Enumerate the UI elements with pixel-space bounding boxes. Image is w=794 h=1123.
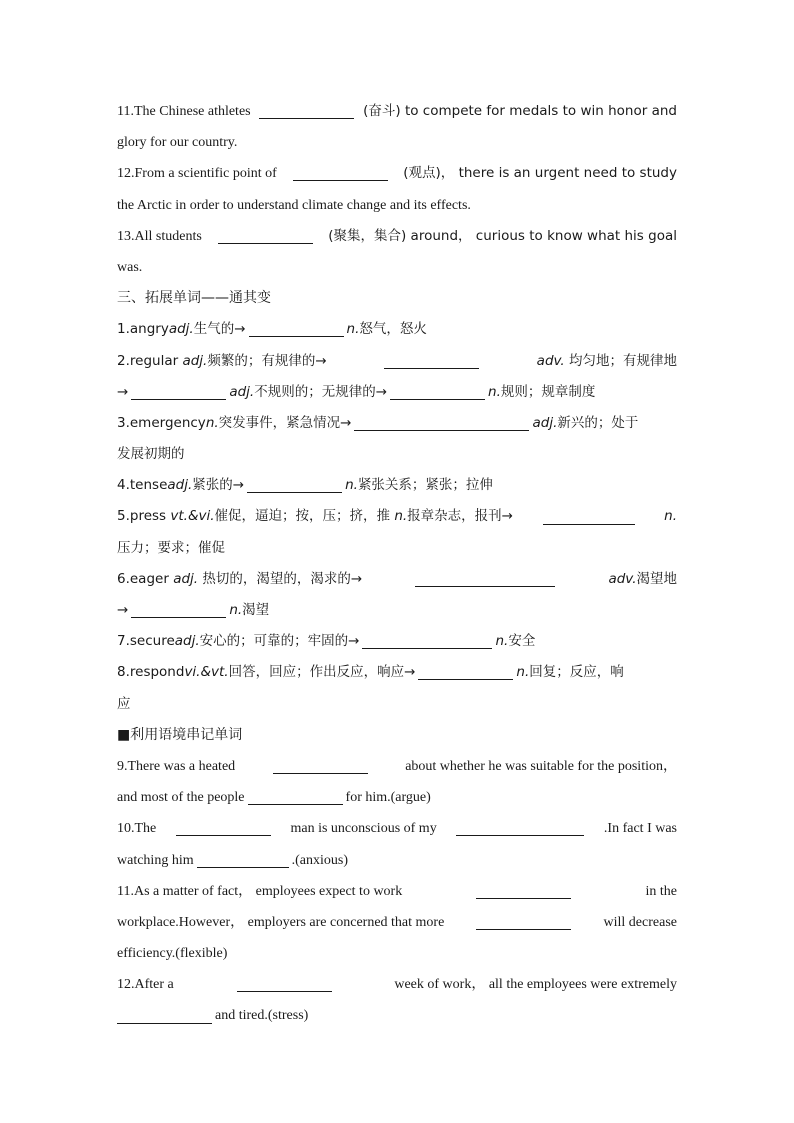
- word-text: 8.respond: [117, 664, 185, 681]
- context-10-line-1: [117, 813, 677, 844]
- pos-label: n.: [205, 414, 219, 431]
- word-1-line: [117, 314, 677, 345]
- answer-blank[interactable]: [247, 478, 342, 493]
- sentence-text: 11.As a matter of fact， employees expect to work: [117, 883, 403, 899]
- word-3-line-1: [117, 408, 677, 439]
- pos-label: n.: [229, 602, 243, 618]
- answer-blank[interactable]: [456, 821, 584, 836]
- sentence-text: 12.After a: [117, 977, 174, 993]
- pos-label: adv.: [608, 570, 637, 587]
- word-meaning: 不规则的；无规律的→: [254, 383, 388, 400]
- word-text: 3.emergency: [117, 414, 206, 431]
- word-5-line-1: [117, 501, 677, 532]
- word-2-line-2: [117, 377, 677, 408]
- word-meaning: 压力；要求；催促: [117, 539, 225, 556]
- word-meaning: 紧张关系；紧张；拉伸: [357, 477, 493, 494]
- answer-blank[interactable]: [293, 166, 388, 181]
- word-2-line-1: [117, 346, 677, 377]
- pos-label: n.: [664, 508, 677, 525]
- sentence-text: week of work， all the employees were extremely: [394, 977, 677, 993]
- arrow: →: [117, 602, 129, 618]
- word-meaning: 生气的→: [193, 321, 246, 338]
- pos-label: adj.: [167, 477, 193, 494]
- item-13-text-b: (聚集，集合) around， curious to know what his goal: [328, 227, 677, 244]
- item-13-line-1: [117, 221, 677, 252]
- answer-blank[interactable]: [131, 603, 226, 618]
- pos-label: adj.: [173, 570, 199, 587]
- word-3-line-2: [117, 439, 677, 470]
- word-meaning: 热切的，渴望的，渴求的→: [202, 570, 363, 587]
- item-12-text-c: the Arctic in order to understand climate change and its effects.: [117, 197, 471, 213]
- word-meaning: 渴望: [242, 602, 270, 618]
- answer-blank[interactable]: [176, 821, 271, 836]
- sentence-text: about whether he was suitable for the position，: [405, 758, 677, 774]
- item-12-line-1: [117, 158, 677, 189]
- word-meaning: 渴望地: [636, 570, 677, 587]
- word-8-line-1: [117, 657, 677, 688]
- item-13-text-a: 13.All students: [117, 228, 202, 244]
- sentence-text: efficiency.(flexible): [117, 946, 228, 962]
- context-10-line-2: [117, 845, 677, 876]
- pos-label: vt.&vi.: [170, 508, 215, 525]
- item-12-text-b: (观点)， there is an urgent need to study: [403, 165, 677, 182]
- word-text: 4.tense: [117, 477, 168, 494]
- word-6-line-2: [117, 595, 677, 626]
- sentence-text: 9.There was a heated: [117, 758, 236, 774]
- word-6-group-b: [608, 564, 677, 595]
- word-meaning: 紧张的→: [192, 477, 245, 494]
- context-12-line-2: [117, 1000, 677, 1031]
- word-text: 2.regular: [117, 352, 183, 369]
- word-2-group-a: [117, 346, 327, 377]
- word-text: 5.press: [117, 508, 171, 525]
- context-11-line-2: [117, 907, 677, 938]
- answer-blank[interactable]: [543, 510, 635, 525]
- sentence-text: 10.The: [117, 821, 157, 837]
- answer-blank[interactable]: [418, 665, 513, 680]
- word-6-line-1: [117, 564, 677, 595]
- pos-label: adj.: [174, 633, 200, 650]
- sentence-text: .In fact I was: [603, 821, 677, 837]
- item-13-line-2: [117, 252, 677, 283]
- word-2-group-b: [537, 346, 677, 377]
- context-12-line-1: [117, 969, 677, 1000]
- item-12-line-2: [117, 190, 677, 221]
- item-11-text-a: 11.The Chinese athletes: [117, 104, 251, 119]
- sentence-text: and tired.(stress): [215, 1008, 309, 1024]
- word-6-group-a: [117, 564, 362, 595]
- word-4-line: [117, 470, 677, 501]
- pos-label: n.: [516, 664, 530, 681]
- context-11-line-3: [117, 938, 677, 969]
- pos-label: n.: [488, 383, 501, 400]
- sentence-text: will decrease: [603, 914, 677, 930]
- word-meaning: 回复；反应，响: [529, 664, 624, 681]
- pos-label: adj.: [229, 383, 255, 400]
- pos-label: n.: [345, 477, 358, 494]
- answer-blank[interactable]: [117, 1009, 212, 1024]
- word-meaning: 应: [117, 695, 131, 712]
- answer-blank[interactable]: [415, 572, 555, 587]
- pos-label: adv.: [536, 352, 565, 369]
- item-11-text-c: glory for our country.: [117, 135, 238, 151]
- item-13-text-c: was.: [117, 259, 143, 275]
- word-meaning: 催促，逼迫；按，压；挤，推: [214, 508, 395, 525]
- answer-blank[interactable]: [259, 104, 354, 119]
- context-heading: ■利用语境串记单词: [117, 726, 243, 743]
- pos-label: adj.: [532, 414, 558, 431]
- context-11-line-1: [117, 876, 677, 907]
- item-12-text-a: 12.From a scientific point of: [117, 166, 277, 182]
- pos-label: adj.: [182, 352, 208, 369]
- answer-blank[interactable]: [390, 385, 485, 400]
- word-text: 7.secure: [117, 633, 175, 650]
- answer-blank[interactable]: [476, 915, 571, 930]
- word-meaning: 回答，回应；作出反应，响应→: [228, 664, 416, 681]
- answer-blank[interactable]: [476, 884, 571, 899]
- word-meaning: 均匀地；有规律地: [569, 352, 677, 369]
- word-meaning: 规则；规章制度: [500, 383, 596, 400]
- answer-blank[interactable]: [273, 759, 368, 774]
- item-11-text-b: (奋斗) to compete for medals to win honor and: [363, 103, 677, 119]
- pos-label: n.: [394, 508, 408, 525]
- word-meaning: 新兴的；处于: [557, 414, 639, 431]
- word-meaning: 突发事件，紧急情况→: [218, 414, 352, 431]
- word-5-line-2: [117, 533, 677, 564]
- word-text: 6.eager: [117, 570, 174, 587]
- answer-blank[interactable]: [384, 354, 479, 369]
- answer-blank[interactable]: [248, 790, 343, 805]
- context-9-line-1: [117, 751, 677, 782]
- answer-blank[interactable]: [218, 229, 313, 244]
- word-7-line: [117, 626, 677, 657]
- sentence-text: workplace.However， employers are concerned that more: [117, 914, 445, 930]
- answer-blank[interactable]: [131, 385, 226, 400]
- pos-label: n.: [346, 321, 360, 338]
- sentence-text: man is unconscious of my: [290, 821, 437, 837]
- pos-label: vi.&vt.: [184, 664, 229, 681]
- context-9-line-2: [117, 782, 677, 813]
- answer-blank[interactable]: [237, 977, 332, 992]
- word-meaning: 安全: [508, 633, 536, 650]
- section-3-heading: 三、拓展单词——通其变: [117, 290, 271, 307]
- sentence-text: watching him: [117, 852, 194, 868]
- word-meaning: 安心的；可靠的；牢固的→: [199, 633, 360, 650]
- arrow: →: [117, 383, 129, 400]
- pos-label: adj.: [168, 321, 194, 338]
- answer-blank[interactable]: [197, 853, 289, 868]
- word-meaning: 发展初期的: [117, 446, 185, 463]
- worksheet-page: [117, 96, 677, 1032]
- word-meaning: 频繁的；有规律的→: [207, 352, 327, 369]
- item-11-line-2: [117, 127, 677, 158]
- item-11-line-1: [117, 96, 677, 127]
- word-text: 1.angry: [117, 321, 169, 338]
- word-meaning: 报章杂志，报刊→: [407, 508, 513, 525]
- word-meaning: 怒气，怒火: [359, 321, 427, 338]
- word-8-line-2: [117, 689, 677, 720]
- answer-blank[interactable]: [354, 416, 529, 431]
- sentence-text: .(anxious): [291, 852, 348, 868]
- word-5-group-a: [117, 501, 513, 532]
- sentence-text: for him.(argue): [345, 790, 431, 806]
- sentence-text: and most of the people: [117, 790, 245, 806]
- sentence-text: in the: [645, 883, 677, 899]
- answer-blank[interactable]: [249, 322, 344, 337]
- answer-blank[interactable]: [362, 634, 492, 649]
- pos-label: n.: [495, 633, 509, 650]
